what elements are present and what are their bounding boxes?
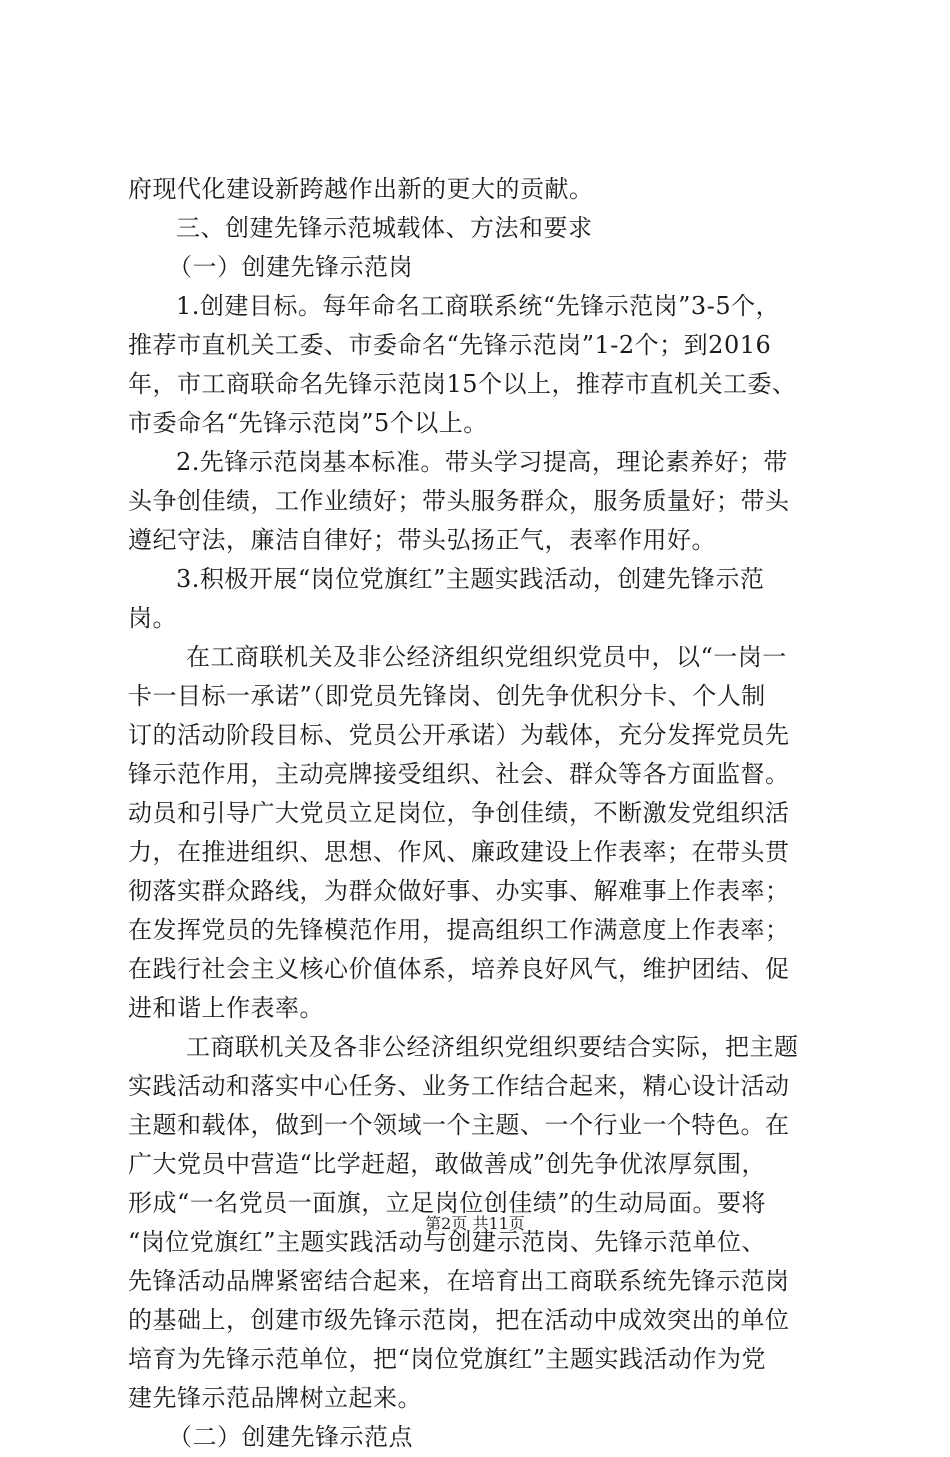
text-line: 锋示范作用，主动亮牌接受组织、社会、群众等各方面监督。 xyxy=(128,760,790,788)
text-line: 卡一目标一承诺”（即党员先锋岗、创先争优积分卡、个人制 xyxy=(128,682,766,710)
page-number-footer: 第2页 共11页 xyxy=(425,1214,525,1233)
text-line: 建先锋示范品牌树立起来。 xyxy=(128,1384,422,1412)
subsection-heading: （二）创建先锋示范点 xyxy=(168,1423,413,1451)
text-line: 动员和引导广大党员立足岗位，争创佳绩，不断激发党组织活 xyxy=(128,799,790,827)
text-line: 2.先锋示范岗基本标准。带头学习提高，理论素养好；带 xyxy=(176,448,788,476)
subsection-heading: （一）创建先锋示范岗 xyxy=(168,253,413,281)
text-line: 年，市工商联命名先锋示范岗15个以上，推荐市直机关工委、 xyxy=(128,370,797,398)
text-line: 实践活动和落实中心任务、业务工作结合起来，精心设计活动 xyxy=(128,1072,790,1100)
text-line: 进和谐上作表率。 xyxy=(128,994,324,1022)
text-line: 订的活动阶段目标、党员公开承诺）为载体，充分发挥党员先 xyxy=(128,721,790,749)
text-line: 岗。 xyxy=(128,604,177,632)
text-line: 在工商联机关及非公经济组织党组织党员中，以“一岗一 xyxy=(186,643,787,671)
document-body xyxy=(128,170,828,1457)
text-line: 的基础上，创建市级先锋示范岗，把在活动中成效突出的单位 xyxy=(128,1306,790,1334)
section-heading: 三、创建先锋示范城载体、方法和要求 xyxy=(176,214,593,242)
text-line: 头争创佳绩，工作业绩好；带头服务群众，服务质量好；带头 xyxy=(128,487,790,515)
text-line: 遵纪守法，廉洁自律好；带头弘扬正气，表率作用好。 xyxy=(128,526,716,554)
text-line: 市委命名“先锋示范岗”5个以上。 xyxy=(128,409,488,437)
text-line: 工商联机关及各非公经济组织党组织要结合实际，把主题 xyxy=(186,1033,799,1061)
text-line: 推荐市直机关工委、市委命名“先锋示范岗”1-2个；到2016 xyxy=(128,331,772,359)
text-line: 彻落实群众路线，为群众做好事、办实事、解难事上作表率； xyxy=(128,877,790,905)
text-line: 培育为先锋示范单位，把“岗位党旗红”主题实践活动作为党 xyxy=(128,1345,767,1373)
text-line: “岗位党旗红”主题实践活动与创建示范岗、先锋示范单位、 xyxy=(128,1228,767,1256)
text-line: 先锋活动品牌紧密结合起来，在培育出工商联系统先锋示范岗 xyxy=(128,1267,790,1295)
text-line: 广大党员中营造“比学赶超，敢做善成”创先争优浓厚氛围， xyxy=(128,1150,767,1178)
text-line: 在践行社会主义核心价值体系，培养良好风气，维护团结、促 xyxy=(128,955,790,983)
text-line: 府现代化建设新跨越作出新的更大的贡献。 xyxy=(128,175,594,203)
text-line: 在发挥党员的先锋模范作用，提高组织工作满意度上作表率； xyxy=(128,916,790,944)
text-line: 3.积极开展“岗位党旗红”主题实践活动，创建先锋示范 xyxy=(176,565,765,593)
text-line: 力，在推进组织、思想、作风、廉政建设上作表率；在带头贯 xyxy=(128,838,790,866)
text-line: 1.创建目标。每年命名工商联系统“先锋示范岗”3-5个， xyxy=(176,292,781,320)
text-line: 主题和载体，做到一个领域一个主题、一个行业一个特色。在 xyxy=(128,1111,790,1139)
text-line: 形成“一名党员一面旗，立足岗位创佳绩”的生动局面。要将 xyxy=(128,1189,767,1217)
